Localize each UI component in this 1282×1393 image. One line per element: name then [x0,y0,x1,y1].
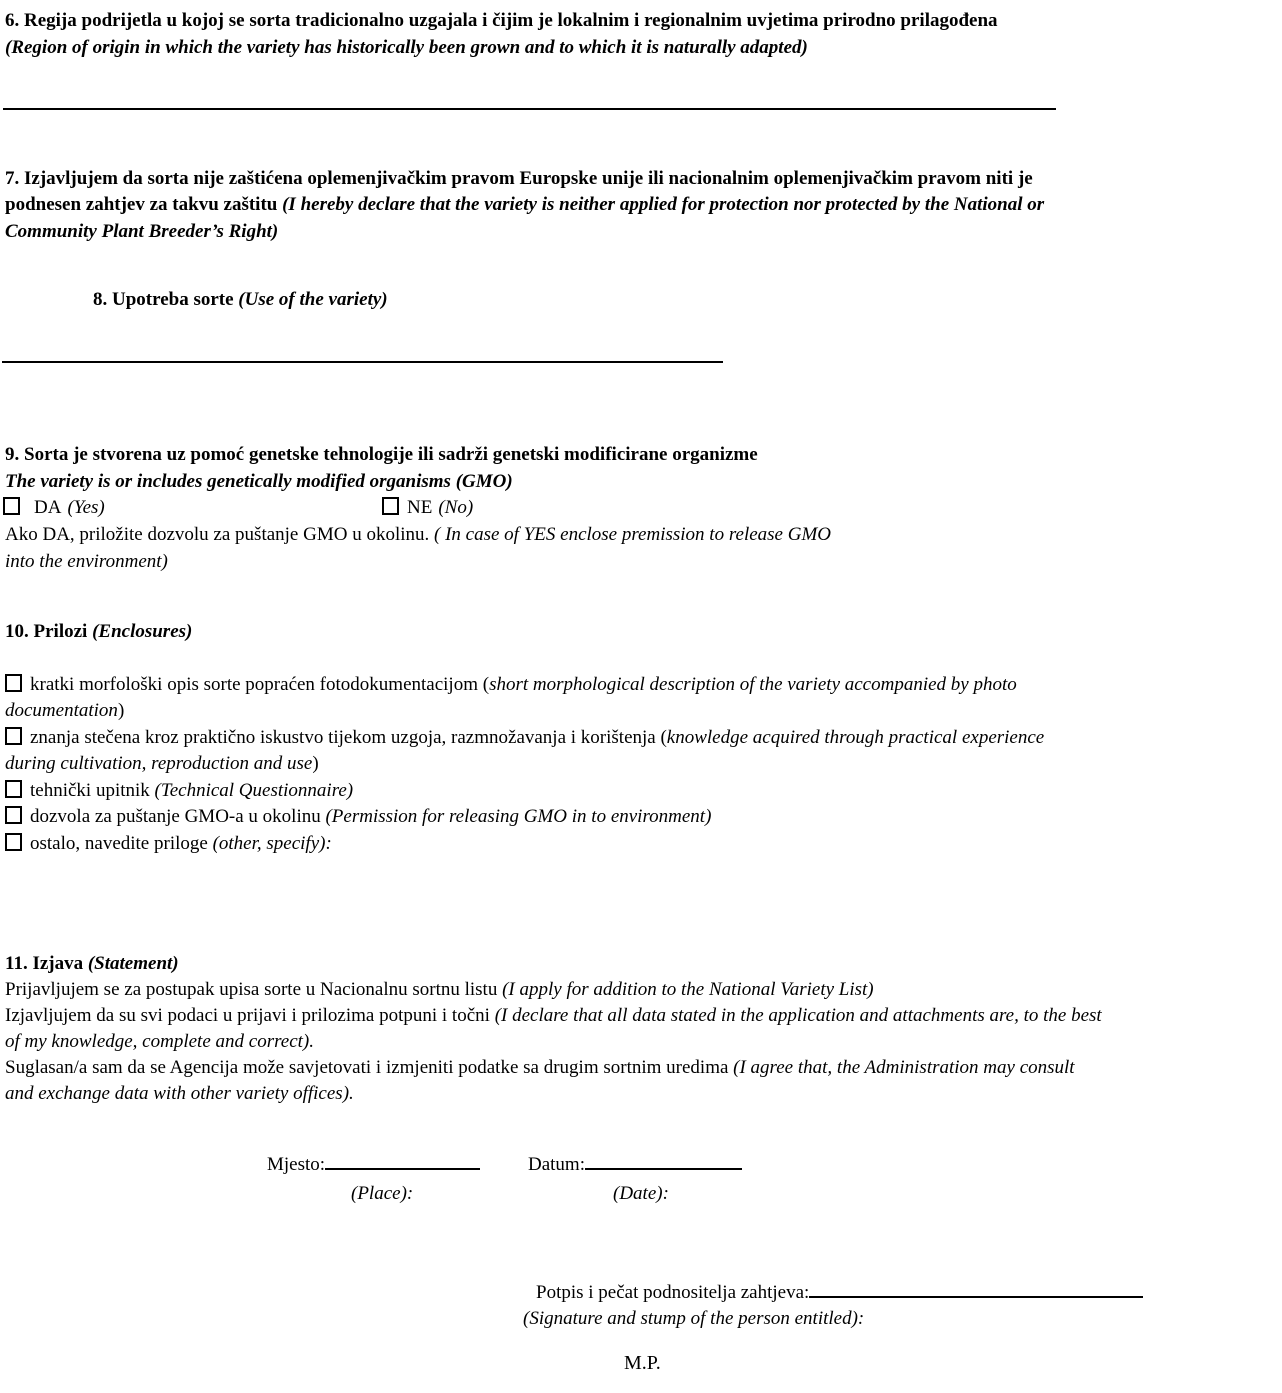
gmo-choice-row [3,497,603,519]
enclosure-item-text-hr: ostalo, navedite priloge [30,833,213,854]
gmo-note-line-2: into the environment) [5,551,168,572]
section-6-title: 6. Regija podrijetla u kojoj se sorta tradicionalno uzgajala i čijim je lokalnim i regionalnim uvjetima prirodno prilagođena [5,10,998,31]
checkbox-gmo-permission[interactable] [5,806,22,824]
enclosure-item-text-en: during cultivation, reproduction and use [5,753,313,774]
statement-line-1 [5,979,874,1001]
gmo-note-en: ( In case of YES enclose premission to release GMO [434,524,832,545]
gmo-no-label-en: (No) [438,497,474,518]
signature-label-en: (Signature and stump of the person entitled): [523,1308,865,1329]
enclosure-item-morphological-description [5,674,1017,696]
enclosure-item-text-tail: ) [312,753,319,774]
signature-fill-line[interactable] [809,1281,1143,1298]
enclosure-item-technical-questionnaire [5,780,353,802]
enclosure-item-text-hr: dozvola za puštanje GMO-a u okolinu [30,806,326,827]
section-7-text-hr: podnesen zahtjev za takvu zaštitu [5,194,283,215]
statement-text-hr: Prijavljujem se za postupak upisa sorte u Nacionalnu sortnu listu [5,979,503,1000]
enclosure-item-text-en: short morphological description of the variety accompanied by photo [489,674,1017,695]
enclosure-item-text-tail: ) [117,700,125,721]
section-9-title-en: The variety is or includes genetically modified organisms (GMO) [5,471,513,492]
date-field [528,1153,742,1176]
checkbox-gmo-yes[interactable] [3,497,20,515]
enclosure-item-text-hr: kratki morfološki opis sorte popraćen fotodokumentacijom ( [30,674,490,695]
signature-label: Potpis i pečat podnositelja zahtjeva: [536,1282,810,1303]
statement-text-hr: Izjavljujem da su svi podaci u prijavi i prilozima potpuni i točni [5,1005,495,1026]
enclosure-item-gmo-permission [5,806,711,828]
checkbox-practical-knowledge[interactable] [5,727,22,745]
enclosure-item-practical-knowledge [5,727,1044,749]
gmo-no-group [382,497,473,519]
enclosure-item-text-en: (Permission for releasing GMO in to environment) [325,806,712,827]
enclosure-item-text-en: (other, specify): [212,833,332,854]
date-label-en: (Date): [613,1183,669,1204]
enclosure-item-practical-knowledge-cont [5,753,319,775]
enclosure-item-text-hr: tehnički upitnik [30,780,155,801]
date-label: Datum: [528,1154,585,1175]
checkbox-morphological-description[interactable] [5,674,22,692]
statement-line-5: and exchange data with other variety offices). [5,1083,354,1104]
section-6-title-en: (Region of origin in which the variety has historically been grown and to which it is naturally adapted) [5,37,808,58]
section-10-title-en: (Enclosures) [92,621,193,642]
section-9-title: 9. Sorta je stvorena uz pomoć genetske tehnologije ili sadrži genetski modificirane organizme [5,444,758,465]
gmo-note-line-1 [5,524,831,546]
statement-text-hr: Suglasan/a sam da se Agencija može savjetovati i izmjeniti podatke sa drugim sortnim uredima [5,1057,734,1078]
section-10-title-hr: 10. Prilozi [5,621,93,642]
stamp-mark: M.P. [624,1352,661,1374]
checkbox-gmo-no[interactable] [382,497,399,515]
section-7-text-line-2 [5,194,1044,216]
statement-line-3: of my knowledge, complete and correct). [5,1031,315,1052]
enclosure-item-text-en: (Technical Questionnaire) [154,780,354,801]
place-label: Mjesto: [267,1154,326,1175]
gmo-note-hr: Ako DA, priložite dozvolu za puštanje GMO u okolinu. [5,524,435,545]
section-8-title [93,289,388,311]
statement-text-en: (I agree that, the Administration may consult [733,1057,1075,1078]
gmo-yes-label: DA [34,497,62,518]
enclosure-item-text-en: knowledge acquired through practical experience [666,727,1045,748]
section-11-title-hr: 11. Izjava [5,953,88,974]
section-7-text-en: (I hereby declare that the variety is neither applied for protection nor protected by the National or [282,194,1045,215]
place-label-en: (Place): [351,1183,414,1204]
use-of-variety-fill-line[interactable] [2,361,723,363]
checkbox-other-enclosures[interactable] [5,833,22,851]
section-10-title [5,621,192,643]
date-fill-line[interactable] [585,1153,742,1170]
place-fill-line[interactable] [325,1153,480,1170]
section-11-title [5,953,179,975]
enclosure-item-text-en: documentation [5,700,118,721]
section-11-title-en: (Statement) [87,953,179,974]
section-8-title-hr: 8. Upotreba sorte [93,289,239,310]
signature-field [536,1281,1143,1304]
checkbox-technical-questionnaire[interactable] [5,780,22,798]
gmo-yes-label-en: (Yes) [67,497,105,518]
statement-text-en: (I declare that all data stated in the application and attachments are, to the best [494,1005,1102,1026]
section-8-title-en: (Use of the variety) [238,289,388,310]
gmo-no-label: NE [407,497,433,518]
statement-line-2 [5,1005,1102,1027]
section-7-text-line-1: 7. Izjavljujem da sorta nije zaštićena oplemenjivačkim pravom Europske unije ili nacionalnim oplemenjivačkim pravom niti je [5,168,1033,189]
enclosure-item-other [5,833,332,855]
place-field [267,1153,480,1176]
statement-line-4 [5,1057,1075,1079]
statement-text-en: (I apply for addition to the National Variety List) [502,979,874,1000]
enclosure-item-text-hr: znanja stečena kroz praktično iskustvo tijekom uzgoja, razmnožavanja i korištenja ( [30,727,667,748]
region-of-origin-fill-line[interactable] [3,108,1056,110]
section-7-text-line-3: Community Plant Breeder’s Right) [5,221,279,242]
enclosure-item-morphological-description-cont [5,700,124,722]
